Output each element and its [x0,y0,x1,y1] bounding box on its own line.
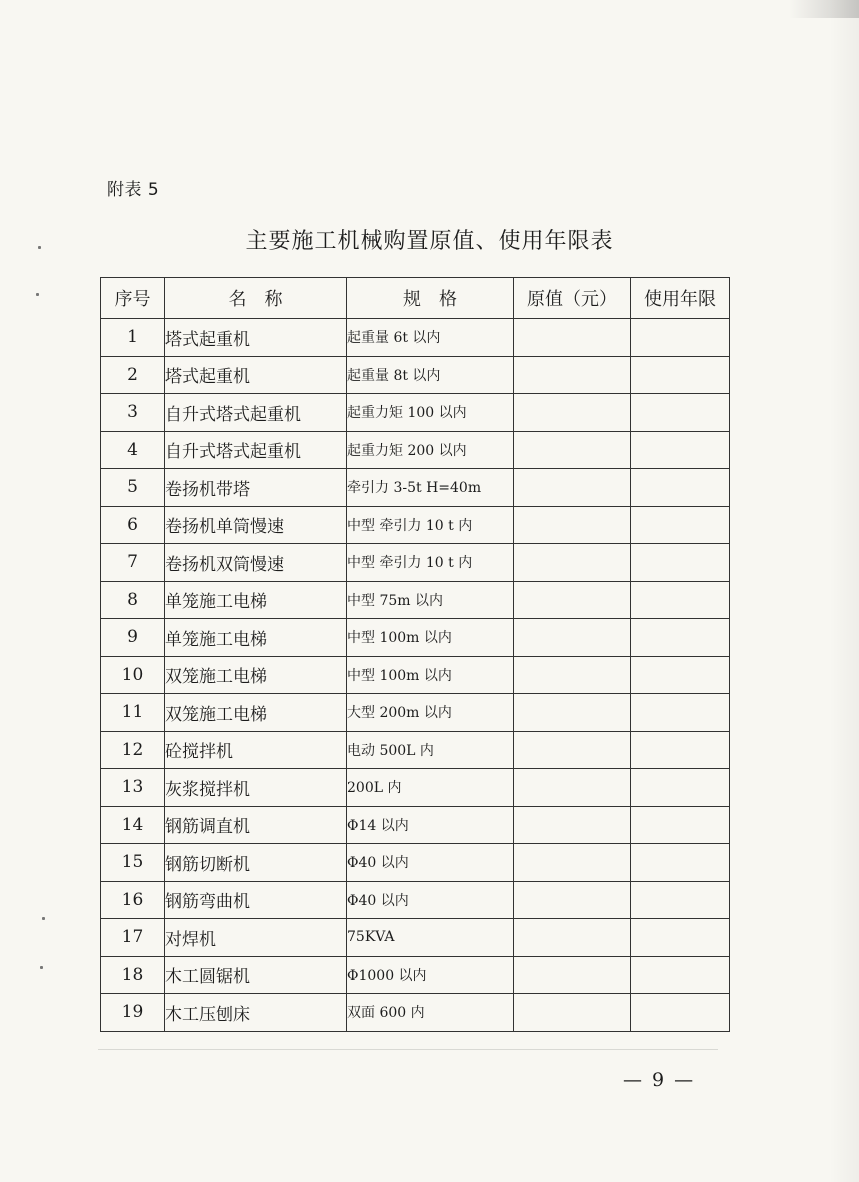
cell-original-value [514,356,631,394]
cell-machine-name: 卷扬机单筒慢速 [165,506,347,544]
cell-service-life [631,769,730,807]
table-row [101,881,730,919]
cell-original-value [514,581,631,619]
cell-specification: Φ40 以内 [347,881,514,919]
cell-specification: 中型 75m 以内 [347,581,514,619]
cell-original-value [514,431,631,469]
table-header-row [101,278,730,319]
cell-original-value [514,694,631,732]
page-number: — 9 — [623,1069,696,1091]
cell-service-life [631,731,730,769]
cell-service-life [631,806,730,844]
cell-specification: 大型 200m 以内 [347,694,514,732]
cell-service-life [631,431,730,469]
cell-machine-name: 钢筋弯曲机 [165,881,347,919]
cell-serial-number: 13 [101,769,165,807]
cell-specification: 200L 内 [347,769,514,807]
machinery-table [100,277,730,1032]
appendix-label: 附表 5 [107,180,160,200]
cell-machine-name: 双笼施工电梯 [165,656,347,694]
cell-serial-number: 12 [101,731,165,769]
table-row [101,394,730,432]
cell-machine-name: 双笼施工电梯 [165,694,347,732]
header-original-value: 原值（元） [514,278,631,319]
cell-machine-name: 塔式起重机 [165,356,347,394]
cell-serial-number: 3 [101,394,165,432]
header-name: 名 称 [165,278,347,319]
table-row [101,619,730,657]
table-row [101,356,730,394]
cell-serial-number: 1 [101,319,165,357]
cell-serial-number: 8 [101,581,165,619]
cell-specification: 中型 100m 以内 [347,656,514,694]
cell-service-life [631,544,730,582]
cell-specification: 电动 500L 内 [347,731,514,769]
table-row [101,956,730,994]
cell-service-life [631,356,730,394]
scan-corner-mark [789,0,859,18]
cell-machine-name: 对焊机 [165,919,347,957]
cell-specification: 起重量 8t 以内 [347,356,514,394]
cell-serial-number: 18 [101,956,165,994]
cell-serial-number: 5 [101,469,165,507]
cell-specification: 中型 100m 以内 [347,619,514,657]
cell-specification: 起重力矩 100 以内 [347,394,514,432]
cell-machine-name: 自升式塔式起重机 [165,394,347,432]
cell-service-life [631,619,730,657]
cell-original-value [514,469,631,507]
cell-serial-number: 4 [101,431,165,469]
table-row [101,806,730,844]
page-edge-shade [829,0,859,1182]
table-row [101,656,730,694]
cell-original-value [514,544,631,582]
cell-machine-name: 单笼施工电梯 [165,581,347,619]
cell-service-life [631,656,730,694]
cell-specification: 牵引力 3-5t H=40m [347,469,514,507]
table-row [101,731,730,769]
footer-rule [98,1049,718,1050]
cell-service-life [631,844,730,882]
cell-serial-number: 10 [101,656,165,694]
cell-specification: 起重量 6t 以内 [347,319,514,357]
cell-machine-name: 卷扬机带塔 [165,469,347,507]
cell-machine-name: 卷扬机双筒慢速 [165,544,347,582]
cell-machine-name: 木工圆锯机 [165,956,347,994]
cell-service-life [631,319,730,357]
cell-service-life [631,506,730,544]
cell-machine-name: 钢筋切断机 [165,844,347,882]
cell-original-value [514,956,631,994]
table-row [101,469,730,507]
cell-specification: 中型 牵引力 10 t 内 [347,544,514,582]
cell-service-life [631,394,730,432]
cell-serial-number: 2 [101,356,165,394]
cell-service-life [631,581,730,619]
scan-speck [40,966,43,969]
cell-specification: Φ40 以内 [347,844,514,882]
document-title: 主要施工机械购置原值、使用年限表 [245,229,614,254]
cell-original-value [514,881,631,919]
cell-machine-name: 木工压刨床 [165,994,347,1032]
cell-serial-number: 7 [101,544,165,582]
cell-service-life [631,881,730,919]
table-row [101,994,730,1032]
cell-original-value [514,619,631,657]
cell-specification: 双面 600 内 [347,994,514,1032]
cell-original-value [514,844,631,882]
table-row [101,319,730,357]
header-service-life: 使用年限 [631,278,730,319]
cell-original-value [514,506,631,544]
cell-serial-number: 15 [101,844,165,882]
cell-specification: 起重力矩 200 以内 [347,431,514,469]
cell-serial-number: 9 [101,619,165,657]
cell-original-value [514,769,631,807]
cell-serial-number: 16 [101,881,165,919]
cell-specification: Φ1000 以内 [347,956,514,994]
cell-machine-name: 单笼施工电梯 [165,619,347,657]
table-row [101,769,730,807]
table-row [101,919,730,957]
cell-original-value [514,394,631,432]
cell-original-value [514,319,631,357]
cell-machine-name: 自升式塔式起重机 [165,431,347,469]
cell-machine-name: 塔式起重机 [165,319,347,357]
cell-original-value [514,806,631,844]
cell-specification: 中型 牵引力 10 t 内 [347,506,514,544]
table-body [101,319,730,1032]
cell-serial-number: 19 [101,994,165,1032]
cell-machine-name: 砼搅拌机 [165,731,347,769]
cell-service-life [631,994,730,1032]
cell-serial-number: 11 [101,694,165,732]
cell-serial-number: 6 [101,506,165,544]
cell-service-life [631,469,730,507]
cell-serial-number: 17 [101,919,165,957]
cell-service-life [631,956,730,994]
table-row [101,694,730,732]
cell-service-life [631,694,730,732]
scan-speck [36,293,39,296]
cell-serial-number: 14 [101,806,165,844]
table-row [101,844,730,882]
table-row [101,431,730,469]
scan-speck [42,917,45,920]
cell-service-life [631,919,730,957]
cell-machine-name: 灰浆搅拌机 [165,769,347,807]
header-serial-number: 序号 [101,278,165,319]
cell-original-value [514,994,631,1032]
cell-original-value [514,731,631,769]
cell-original-value [514,919,631,957]
cell-specification: Φ14 以内 [347,806,514,844]
header-specification: 规 格 [347,278,514,319]
cell-specification: 75KVA [347,919,514,957]
table-row [101,506,730,544]
table-row [101,581,730,619]
cell-machine-name: 钢筋调直机 [165,806,347,844]
table-row [101,544,730,582]
cell-original-value [514,656,631,694]
